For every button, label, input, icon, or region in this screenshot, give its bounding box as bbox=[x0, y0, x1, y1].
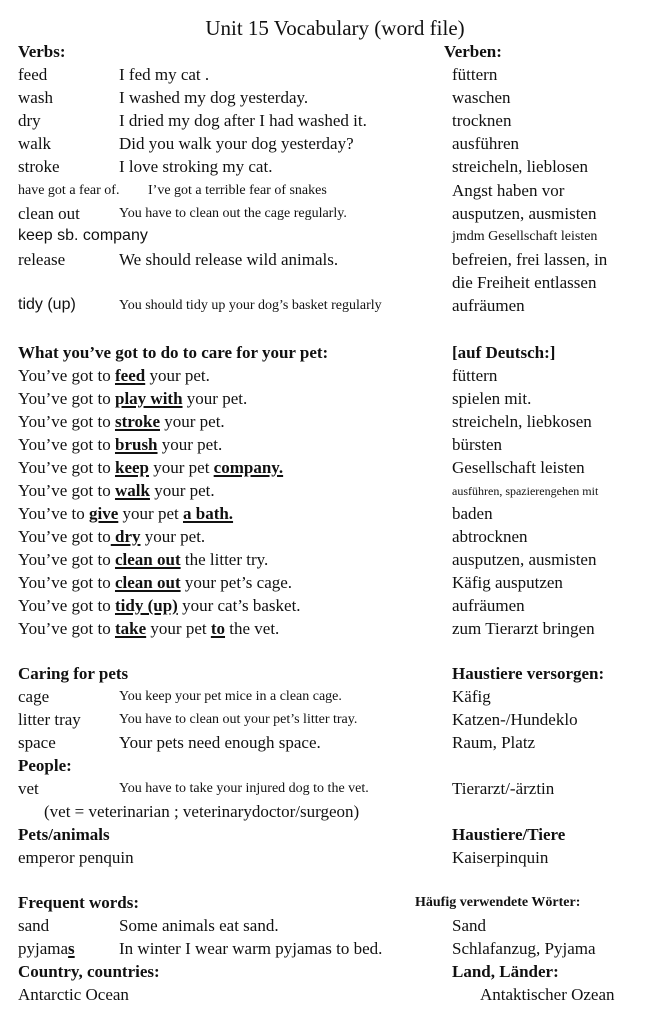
care-sentence: You’ve got to tidy (up) your cat’s basket. bbox=[18, 596, 301, 615]
vocab-translation: waschen bbox=[452, 88, 511, 107]
care-sentence: You’ve to give your pet a bath. bbox=[18, 504, 234, 523]
heading-haeufig: Häufig verwendete Wörter: bbox=[415, 895, 581, 910]
care-translation: Gesellschaft leisten bbox=[452, 458, 585, 477]
care-row bbox=[0, 527, 670, 550]
vocab-example: I love stroking my cat. bbox=[119, 157, 273, 176]
section-header-verbs bbox=[0, 42, 670, 65]
heading-haustiere-tiere: Haustiere/Tiere bbox=[452, 825, 566, 844]
heading-verben: Verben: bbox=[444, 42, 502, 61]
heading-land: Land, Länder: bbox=[452, 962, 559, 981]
care-sentence: You’ve got to stroke your pet. bbox=[18, 412, 225, 431]
page-title: Unit 15 Vocabulary (word file) bbox=[205, 16, 465, 40]
vocab-word: stroke bbox=[18, 157, 60, 176]
vocab-row bbox=[0, 250, 670, 273]
vocab-word: emperor penquin bbox=[18, 848, 134, 867]
vocab-example: You have to clean out the cage regularly. bbox=[119, 206, 347, 221]
care-sentence: You’ve got to play with your pet. bbox=[18, 389, 248, 408]
vocab-translation: die Freiheit entlassen bbox=[452, 273, 597, 292]
vocab-word: litter tray bbox=[18, 710, 81, 729]
vocab-word: feed bbox=[18, 65, 48, 84]
vocab-row bbox=[0, 134, 670, 157]
vocab-example: Your pets need enough space. bbox=[119, 733, 321, 752]
section-header-people bbox=[0, 756, 670, 779]
vocab-row bbox=[0, 111, 670, 134]
vocab-translation: Angst haben vor bbox=[452, 181, 565, 200]
vocab-translation: ausführen bbox=[452, 134, 520, 153]
care-translation: spielen mit. bbox=[452, 389, 532, 408]
vocab-word: sand bbox=[18, 916, 50, 935]
heading-haustiere-versorgen: Haustiere versorgen: bbox=[452, 664, 605, 683]
care-sentence: You’ve got to brush your pet. bbox=[18, 435, 223, 454]
vocab-translation: Sand bbox=[452, 916, 486, 935]
care-row bbox=[0, 366, 670, 389]
care-translation: Käfig ausputzen bbox=[452, 573, 563, 592]
care-sentence: You’ve got to take your pet to the vet. bbox=[18, 619, 280, 638]
vocab-translation: ausputzen, ausmisten bbox=[452, 204, 597, 223]
care-row bbox=[0, 389, 670, 412]
vocab-row bbox=[0, 204, 670, 227]
vocab-word: keep sb. company bbox=[18, 227, 148, 244]
vocab-row bbox=[0, 985, 670, 1008]
care-translation: ausputzen, ausmisten bbox=[452, 550, 597, 569]
vocab-example: You have to clean out your pet’s litter tray. bbox=[119, 712, 358, 727]
vocab-translation: Tierarzt/-ärztin bbox=[452, 779, 555, 798]
care-row bbox=[0, 550, 670, 573]
vocab-translation: Katzen-/Hundeklo bbox=[452, 710, 578, 729]
care-row bbox=[0, 573, 670, 596]
vocab-row bbox=[0, 916, 670, 939]
vocab-translation: Raum, Platz bbox=[452, 733, 536, 752]
care-row bbox=[0, 435, 670, 458]
vocab-word: tidy (up) bbox=[18, 296, 76, 313]
vocab-row bbox=[0, 733, 670, 756]
heading-auf-deutsch: [auf Deutsch:] bbox=[452, 343, 556, 362]
vocab-word: release bbox=[18, 250, 66, 269]
care-translation: füttern bbox=[452, 366, 498, 385]
vocab-row bbox=[0, 88, 670, 111]
vocab-example: I fed my cat . bbox=[119, 65, 210, 84]
vocab-word: walk bbox=[18, 134, 52, 153]
care-translation: abtrocknen bbox=[452, 527, 528, 546]
vocab-translation: Schlafanzug, Pyjama bbox=[452, 939, 596, 958]
heading-pets: Pets/animals bbox=[18, 825, 110, 844]
vocab-example: I dried my dog after I had washed it. bbox=[119, 111, 367, 130]
vocab-translation: füttern bbox=[452, 65, 498, 84]
vocab-row bbox=[0, 227, 670, 250]
heading-verbs: Verbs: bbox=[18, 42, 66, 61]
vocab-word: clean out bbox=[18, 204, 80, 223]
vocab-row bbox=[0, 157, 670, 180]
vocab-translation: trocknen bbox=[452, 111, 512, 130]
vocab-word: dry bbox=[18, 111, 41, 130]
care-translation: ausführen, spazierengehen mit bbox=[452, 484, 599, 498]
section-header-frequent bbox=[0, 893, 670, 916]
vocab-word: pyjamas bbox=[18, 939, 75, 958]
vocab-example: You keep your pet mice in a clean cage. bbox=[119, 689, 342, 704]
section-header-pets bbox=[0, 825, 670, 848]
vocab-translation: Käfig bbox=[452, 687, 491, 706]
care-sentence: You’ve got to clean out the litter try. bbox=[18, 550, 269, 569]
vet-note-text: (vet = veterinarian ; veterinarydoctor/surgeon) bbox=[44, 802, 360, 821]
vocab-example: You should tidy up your dog’s basket regularly bbox=[119, 298, 382, 313]
care-row bbox=[0, 412, 670, 435]
vocab-example: You have to take your injured dog to the vet. bbox=[119, 781, 369, 796]
vocab-row bbox=[0, 65, 670, 88]
vocab-word: cage bbox=[18, 687, 50, 706]
section-header-care bbox=[0, 343, 670, 366]
care-row bbox=[0, 458, 670, 481]
vocab-row bbox=[0, 710, 670, 733]
vocab-translation: jmdm Gesellschaft leisten bbox=[452, 229, 598, 244]
care-sentence: You’ve got to dry your pet. bbox=[18, 527, 206, 546]
care-sentence: You’ve got to feed your pet. bbox=[18, 366, 210, 385]
vocab-word: have got a fear of. bbox=[18, 183, 120, 198]
heading-caring: Caring for pets bbox=[18, 664, 129, 683]
heading-frequent: Frequent words: bbox=[18, 893, 140, 912]
care-sentence: You’ve got to keep your pet company. bbox=[18, 458, 284, 477]
section-header-caring bbox=[0, 664, 670, 687]
care-translation: baden bbox=[452, 504, 493, 523]
vocab-translation: streicheln, lieblosen bbox=[452, 157, 588, 176]
vocab-word: wash bbox=[18, 88, 53, 107]
care-row bbox=[0, 596, 670, 619]
heading-country: Country, countries: bbox=[18, 962, 160, 981]
care-sentence: You’ve got to clean out your pet’s cage. bbox=[18, 573, 293, 592]
vocab-example: We should release wild animals. bbox=[119, 250, 339, 269]
care-translation: bürsten bbox=[452, 435, 503, 454]
vocab-translation: aufräumen bbox=[452, 296, 525, 315]
vocab-row bbox=[0, 779, 670, 802]
vocab-example: I’ve got a terrible fear of snakes bbox=[148, 183, 327, 198]
care-row bbox=[0, 481, 670, 504]
vocab-translation: befreien, frei lassen, in bbox=[452, 250, 608, 269]
vocab-word: vet bbox=[18, 779, 39, 798]
care-translation: aufräumen bbox=[452, 596, 525, 615]
care-row bbox=[0, 504, 670, 527]
vocab-row bbox=[0, 939, 670, 962]
vocab-example: Did you walk your dog yesterday? bbox=[119, 134, 354, 153]
vocab-row bbox=[0, 687, 670, 710]
heading-care: What you’ve got to do to care for your pet: bbox=[18, 343, 329, 362]
care-translation: streicheln, liebkosen bbox=[452, 412, 592, 431]
vocab-word: space bbox=[18, 733, 56, 752]
vocab-example: In winter I wear warm pyjamas to bed. bbox=[119, 939, 383, 958]
care-row bbox=[0, 619, 670, 642]
vocab-translation: Antaktischer Ozean bbox=[480, 985, 615, 1004]
vet-note bbox=[0, 802, 670, 825]
vocab-example: I washed my dog yesterday. bbox=[119, 88, 309, 107]
section-header-country bbox=[0, 962, 670, 985]
vocab-row bbox=[0, 181, 670, 204]
vocab-row bbox=[0, 296, 670, 319]
vocab-example: Some animals eat sand. bbox=[119, 916, 279, 935]
care-translation: zum Tierarzt bringen bbox=[452, 619, 595, 638]
vocab-translation: Kaiserpinquin bbox=[452, 848, 549, 867]
care-sentence: You’ve got to walk your pet. bbox=[18, 481, 215, 500]
vocab-word: Antarctic Ocean bbox=[18, 985, 129, 1004]
vocab-row-continuation bbox=[0, 273, 670, 296]
vocab-row bbox=[0, 848, 670, 871]
heading-people: People: bbox=[18, 756, 72, 775]
